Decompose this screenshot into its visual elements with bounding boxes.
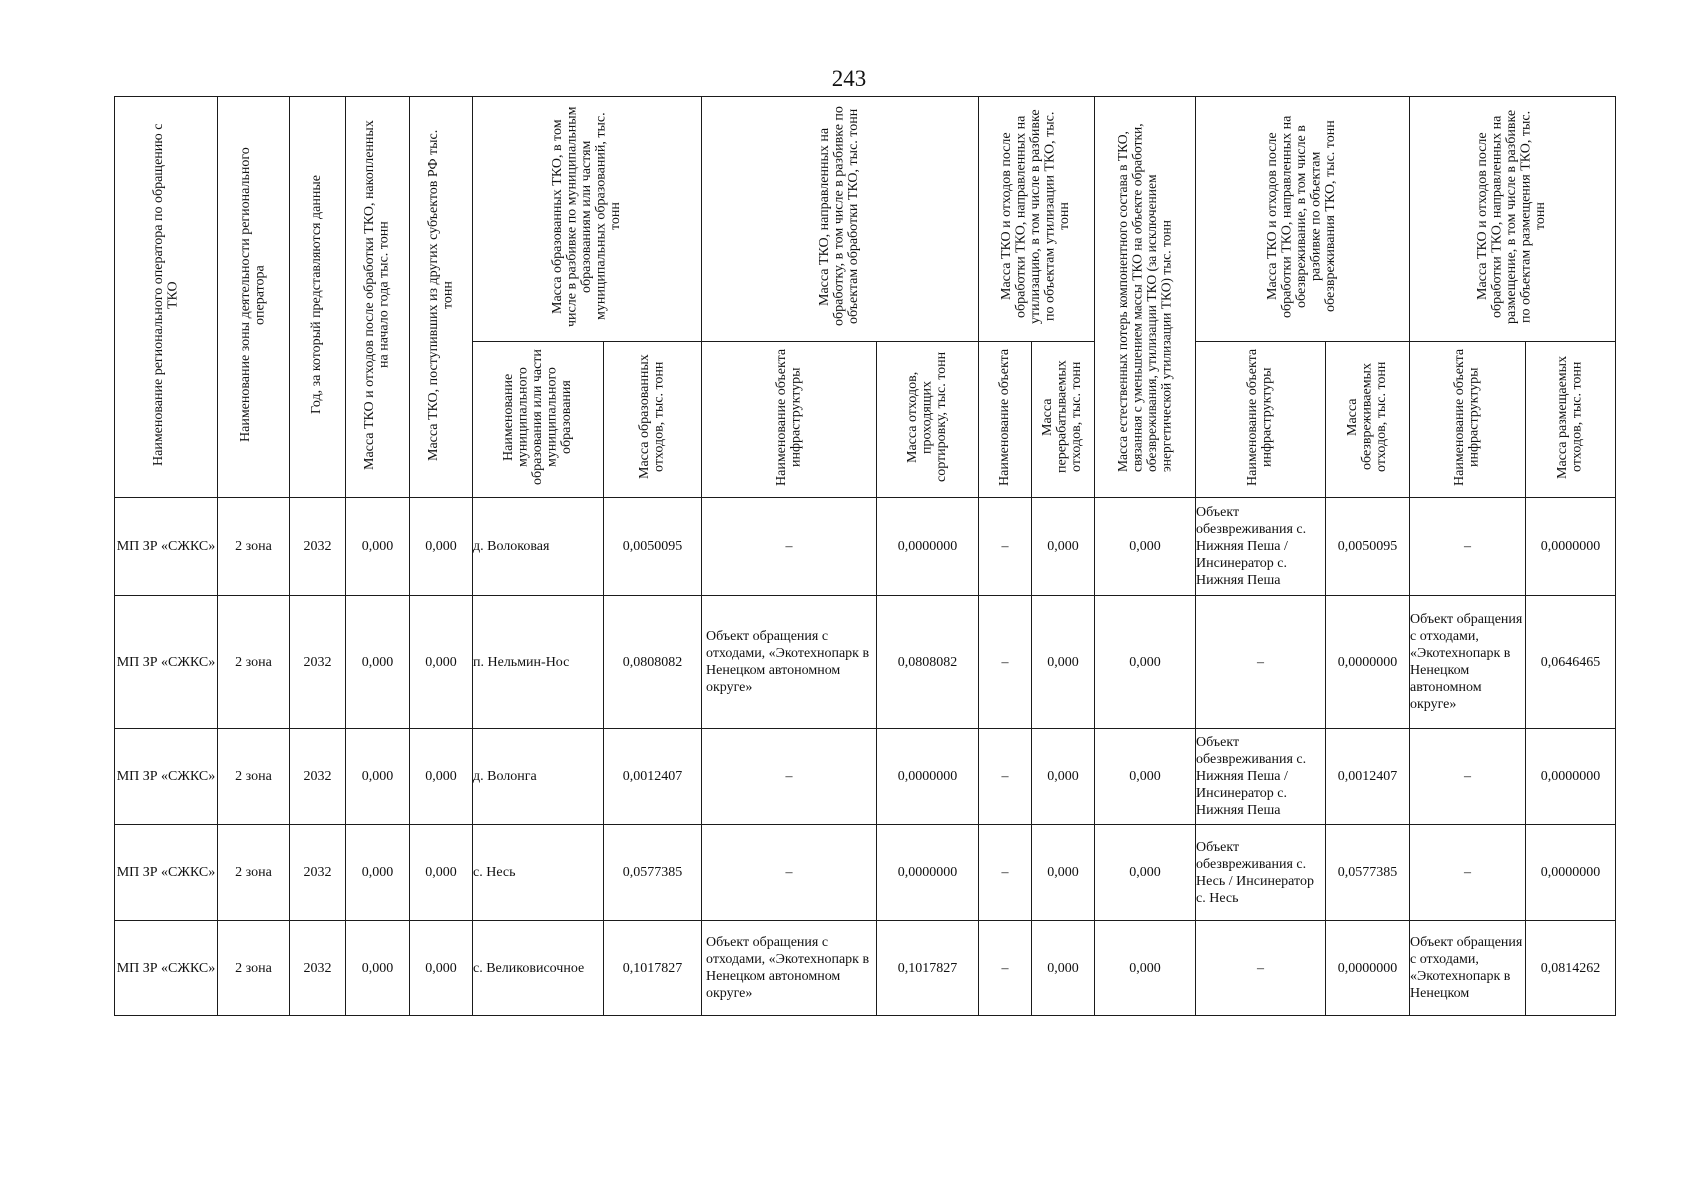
cell-municipality: с. Несь [473,825,604,921]
cell-placement-mass: 0,0000000 [1526,498,1616,596]
header-utilization-mass: Масса перерабатываемых отходов, тыс. тонн [1032,342,1095,498]
page-number: 243 [831,66,867,91]
cell-mass-start: 0,000 [346,921,410,1016]
cell-municipality: д. Волонга [473,729,604,825]
cell-natural-losses: 0,000 [1095,498,1196,596]
header-neutralization-mass: Масса обезвреживаемых отходов, тыс. тонн [1326,342,1410,498]
cell-processing-mass: 0,0000000 [877,825,979,921]
cell-neutralization-name: Объект обезвреживания с. Нижняя Пеша / Инсинератор с. Нижняя Пеша [1196,729,1326,825]
cell-formed-mass: 0,0808082 [604,596,702,729]
cell-utilization-mass: 0,000 [1032,729,1095,825]
cell-zone: 2 зона [218,921,290,1016]
cell-neutralization-name: Объект обезвреживания с. Несь / Инсинератор с. Несь [1196,825,1326,921]
cell-formed-mass: 0,1017827 [604,921,702,1016]
cell-natural-losses: 0,000 [1095,596,1196,729]
cell-utilization-name: – [979,729,1032,825]
cell-operator: МП ЗР «СЖКС» [115,921,218,1016]
cell-neutralization-mass: 0,0000000 [1326,921,1410,1016]
header-formed-group: Масса образованных ТКО, в том числе в разбивке по муниципальным образованиям или частям муниципальных образований, тыс. тонн [473,97,702,342]
cell-neutralization-mass: 0,0012407 [1326,729,1410,825]
cell-natural-losses: 0,000 [1095,921,1196,1016]
cell-mass-incoming: 0,000 [410,498,473,596]
cell-neutralization-mass: 0,0000000 [1326,596,1410,729]
cell-zone: 2 зона [218,729,290,825]
cell-processing-name: Объект обращения с отходами, «Экотехнопарк в Ненецком автономном округе» [702,596,877,729]
cell-utilization-name: – [979,921,1032,1016]
cell-neutralization-mass: 0,0050095 [1326,498,1410,596]
header-natural-losses: Масса естественных потерь компонентного состава в ТКО, связанная с уменьшением массы ТКО на объекте обработки, обезвреживания, утилизации ТКО (за исключением энергетической утилизации ТКО) тыс. тонн [1095,97,1196,498]
cell-mass-incoming: 0,000 [410,825,473,921]
cell-utilization-name: – [979,596,1032,729]
header-mass-start: Масса ТКО и отходов после обработки ТКО, накопленных на начало года тыс. тонн [346,97,410,498]
cell-year: 2032 [290,729,346,825]
cell-mass-incoming: 0,000 [410,921,473,1016]
cell-zone: 2 зона [218,498,290,596]
cell-placement-mass: 0,0814262 [1526,921,1616,1016]
cell-municipality: п. Нельмин-Нос [473,596,604,729]
header-formed-mass: Масса образованных отходов, тыс. тонн [604,342,702,498]
cell-utilization-mass: 0,000 [1032,498,1095,596]
cell-placement-mass: 0,0646465 [1526,596,1616,729]
cell-year: 2032 [290,825,346,921]
header-zone: Наименование зоны деятельности регионального оператора [218,97,290,498]
cell-processing-mass: 0,0000000 [877,729,979,825]
cell-mass-start: 0,000 [346,729,410,825]
cell-placement-name: – [1410,729,1526,825]
cell-municipality: с. Великовисочное [473,921,604,1016]
cell-formed-mass: 0,0050095 [604,498,702,596]
header-processing-name: Наименование объекта инфраструктуры [702,342,877,498]
header-placement-mass: Масса размещаемых отходов, тыс. тонн [1526,342,1616,498]
cell-formed-mass: 0,0577385 [604,825,702,921]
cell-utilization-name: – [979,498,1032,596]
table-row [115,825,1616,921]
cell-mass-start: 0,000 [346,825,410,921]
cell-mass-incoming: 0,000 [410,596,473,729]
header-utilization-name: Наименование объекта [979,342,1032,498]
cell-neutralization-mass: 0,0577385 [1326,825,1410,921]
cell-placement-name: – [1410,498,1526,596]
waste-flow-table [114,96,1616,1016]
header-utilization-group: Масса ТКО и отходов после обработки ТКО, направленных на утилизацию, в том числе в разбивке по объектам утилизации ТКО, тыс. тонн [979,97,1095,342]
cell-neutralization-name: Объект обезвреживания с. Нижняя Пеша / Инсинератор с. Нижняя Пеша [1196,498,1326,596]
cell-processing-mass: 0,1017827 [877,921,979,1016]
cell-natural-losses: 0,000 [1095,825,1196,921]
header-mass-incoming: Масса ТКО, поступивших из других субъектов РФ тыс. тонн [410,97,473,498]
cell-utilization-mass: 0,000 [1032,596,1095,729]
cell-processing-name: – [702,825,877,921]
header-placement-name: Наименование объекта инфраструктуры [1410,342,1526,498]
cell-placement-mass: 0,0000000 [1526,729,1616,825]
cell-placement-name: Объект обращения с отходами, «Экотехнопарк в Ненецком [1410,921,1526,1016]
cell-mass-start: 0,000 [346,498,410,596]
cell-neutralization-name: – [1196,921,1326,1016]
cell-municipality: д. Волоковая [473,498,604,596]
header-operator: Наименование регионального оператора по обращению с ТКО [115,97,218,498]
cell-natural-losses: 0,000 [1095,729,1196,825]
header-year: Год, за который представляются данные [290,97,346,498]
cell-processing-mass: 0,0808082 [877,596,979,729]
table-row [115,596,1616,729]
cell-operator: МП ЗР «СЖКС» [115,596,218,729]
cell-processing-name: Объект обращения с отходами, «Экотехнопарк в Ненецком автономном округе» [702,921,877,1016]
header-processing-group: Масса ТКО, направленных на обработку, в том числе в разбивке по объектам обработки ТКО, тыс. тонн [702,97,979,342]
header-formed-name: Наименование муниципального образования или части муниципального образования [473,342,604,498]
table-row [115,729,1616,825]
header-neutralization-name: Наименование объекта инфраструктуры [1196,342,1326,498]
cell-utilization-name: – [979,825,1032,921]
cell-year: 2032 [290,596,346,729]
cell-processing-name: – [702,729,877,825]
cell-formed-mass: 0,0012407 [604,729,702,825]
cell-year: 2032 [290,498,346,596]
table-row [115,498,1616,596]
cell-operator: МП ЗР «СЖКС» [115,498,218,596]
cell-placement-name: Объект обращения с отходами, «Экотехнопарк в Ненецком автономном округе» [1410,596,1526,729]
cell-placement-mass: 0,0000000 [1526,825,1616,921]
cell-year: 2032 [290,921,346,1016]
cell-mass-start: 0,000 [346,596,410,729]
cell-placement-name: – [1410,825,1526,921]
cell-operator: МП ЗР «СЖКС» [115,729,218,825]
header-placement-group: Масса ТКО и отходов после обработки ТКО, направленных на размещение, в том числе в разбивке по объектам размещения ТКО, тыс. тонн [1410,97,1616,342]
cell-processing-mass: 0,0000000 [877,498,979,596]
cell-utilization-mass: 0,000 [1032,921,1095,1016]
cell-zone: 2 зона [218,825,290,921]
cell-zone: 2 зона [218,596,290,729]
cell-mass-incoming: 0,000 [410,729,473,825]
cell-operator: МП ЗР «СЖКС» [115,825,218,921]
header-neutralization-group: Масса ТКО и отходов после обработки ТКО, направленных на обезвреживание, в том числе в разбивке по объектам обезвреживания ТКО, тыс. тонн [1196,97,1410,342]
table-row [115,921,1616,1016]
cell-neutralization-name: – [1196,596,1326,729]
cell-processing-name: – [702,498,877,596]
header-processing-mass: Масса отходов, проходящих сортировку, тыс. тонн [877,342,979,498]
cell-utilization-mass: 0,000 [1032,825,1095,921]
